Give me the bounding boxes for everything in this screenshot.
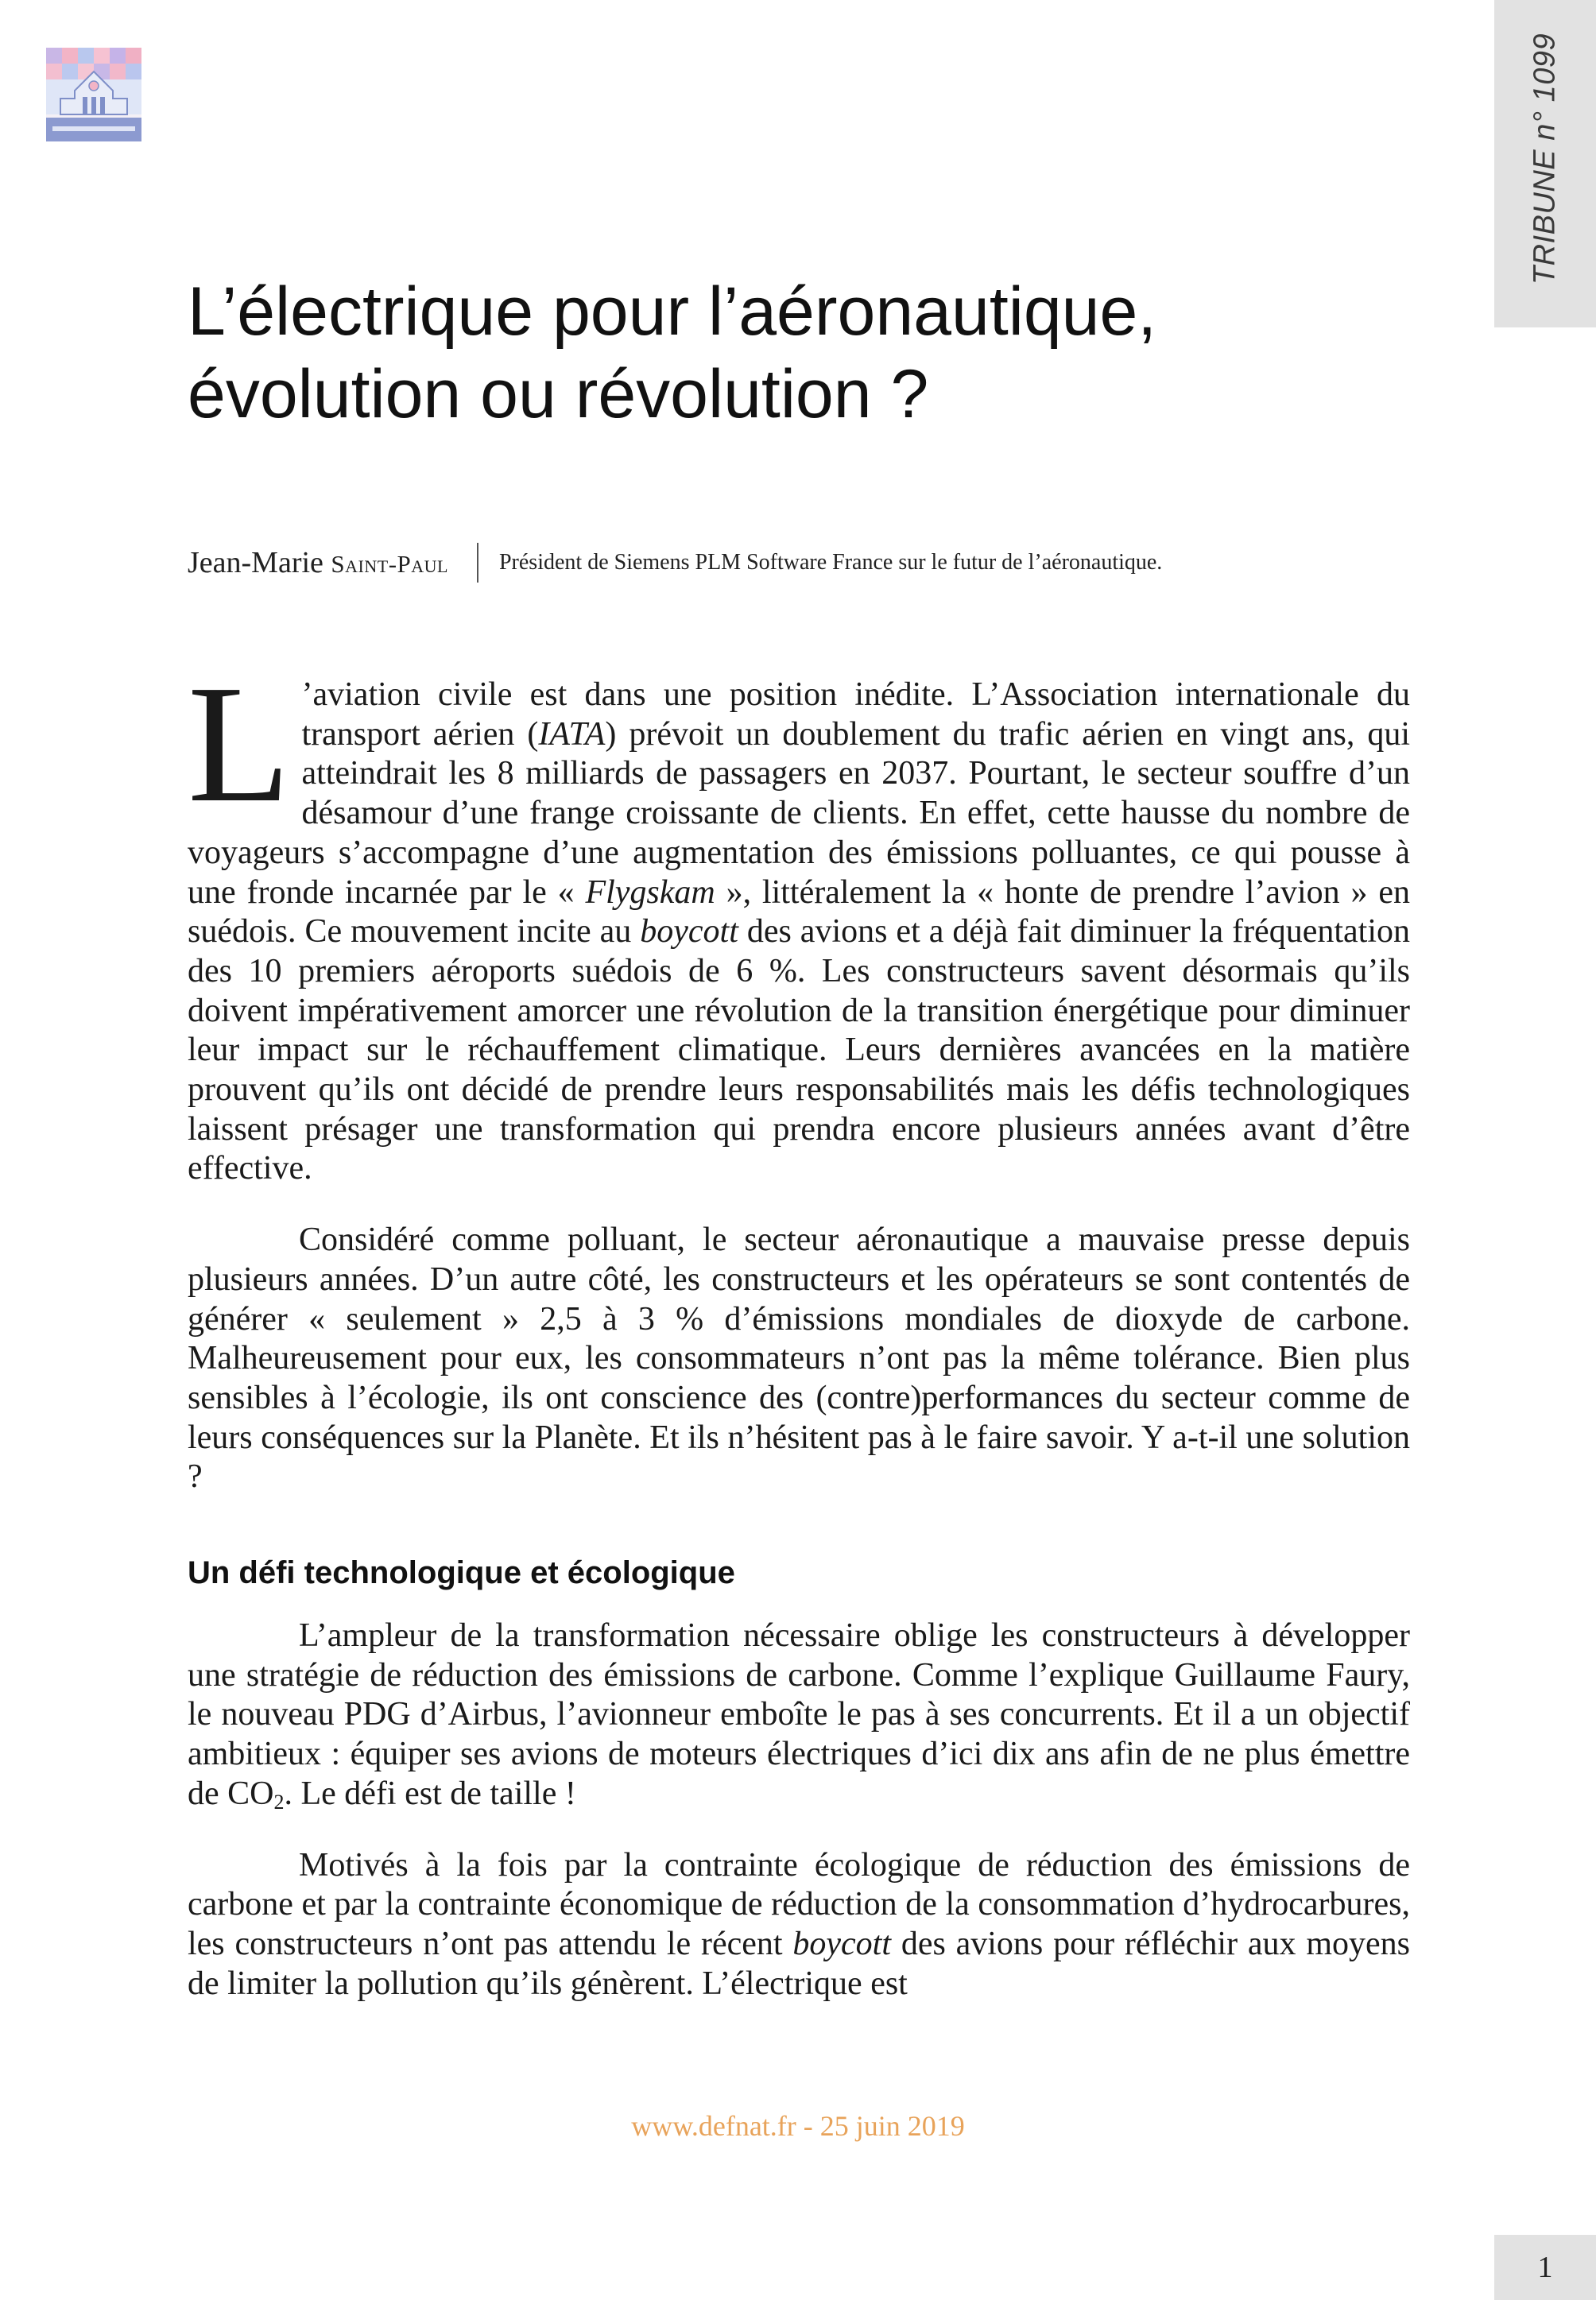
p3-subscript: 2: [273, 1790, 285, 1814]
author-name: [188, 545, 448, 580]
page-number: 1: [1537, 2251, 1553, 2284]
author-role: Président de Siemens PLM Software France sur le futur de l’aéronautique.: [498, 550, 1163, 575]
p4-text-1: Motivés à la fois par la contrainte écologique de réduction des émissions de carbone et par la contrainte économique de réduction de la consommation d’hydrocarbures, les constructeurs n’ont pas attendu le récent: [188, 1846, 1410, 1962]
title-line-2: évolution ou révolution ?: [188, 356, 929, 432]
p1-text-3: », littéralement la « honte de prendre l’avion » en suédois. Ce mouvement incite au: [188, 873, 1410, 951]
title-line-1: L’électrique pour l’aéronautique,: [188, 273, 1157, 350]
p4-text-2: des avions pour réfléchir aux moyens de limiter la pollution qu’ils génèrent. L’électrique est: [188, 1925, 1411, 2002]
p3-text-2: . Le défi est de taille !: [284, 1775, 576, 1812]
paragraph-2: Considéré comme polluant, le secteur aéronautique a mauvaise presse depuis plusieurs années. D’un autre côté, les constructeurs et les opérateurs se sont contentés de générer « seulement » 2,5 à 3 % d’émissions mondiales de dioxyde de carbone. Malheureusement pour eux, les consommateurs n’ont pas la même tolérance. Bien plus sensibles à l’écologie, ils ont conscience des (contre)performances du secteur comme de leurs conséquences sur la Planète. Et ils n’hésitent pas à le faire savoir. Y a-t-il une solution ?: [188, 1222, 1410, 1496]
p1-text-1: ’aviation civile est dans une position inédite. L’Association internationale du transport aérien (: [301, 676, 1410, 753]
paragraph-1: [188, 650, 1410, 1189]
article-body: [188, 650, 1411, 2004]
p1-italic-flygskam: Flygskam: [585, 873, 715, 911]
p4-italic-boycott: boycott: [792, 1925, 892, 1962]
defnat-logo: [46, 48, 141, 141]
paragraph-3: [188, 1617, 1410, 1814]
section-heading: Un défi technologique et écologique: [188, 1555, 735, 1591]
author-last-name: Saint-Paul: [331, 550, 448, 578]
p1-text-4: des avions et a déjà fait diminuer la fréquentation des 10 premiers aéroports suédois de 6 %. Les constructeurs savent désormais qu’ils doivent impérativement amorcer une révolution de la transition énergétique pour diminuer leur impact sur le réchauffement climatique. Leurs dernières avancées en la matière prouvent qu’ils ont décidé de prendre leurs responsabilités mais les défis technologiques laissent présager une transformation qui prendra encore plusieurs années avant d’être effective.: [188, 913, 1410, 1187]
p1-italic-boycott: boycott: [640, 913, 738, 951]
footer-site-date: www.defnat.fr - 25 juin 2019: [631, 2110, 965, 2142]
byline-separator: [477, 543, 478, 583]
drop-cap: L: [188, 650, 291, 837]
article-title: [188, 270, 1427, 436]
paragraph-4: [188, 1846, 1410, 2004]
tribune-number: TRIBUNE n° 1099: [1528, 33, 1562, 285]
byline: [188, 542, 1162, 583]
p1-text-2: ) prévoit un doublement du trafic aérien en vingt ans, qui atteindrait les 8 milliards de passagers en 2037. Pourtant, le secteur souffre d’un désamour d’une frange croissante de clients. En effet, cette hausse du nombre de voyageurs s’accompagne d’une augmentation des émissions polluantes, ce qui pousse à une fronde incarnée par le «: [188, 715, 1410, 911]
p1-italic-iata: IATA: [538, 715, 606, 753]
p3-text-1: L’ampleur de la transformation nécessaire oblige les constructeurs à développer une stratégie de réduction des émissions de carbone. Comme l’explique Guillaume Faury, le nouveau PDG d’Airbus, l’avionneur emboîte le pas à ses concurrents. Et il a un objectif ambitieux : équiper ses avions de moteurs électriques d’ici dix ans afin de ne plus émettre de CO: [188, 1617, 1410, 1812]
author-first-name: Jean-Marie: [188, 546, 323, 579]
